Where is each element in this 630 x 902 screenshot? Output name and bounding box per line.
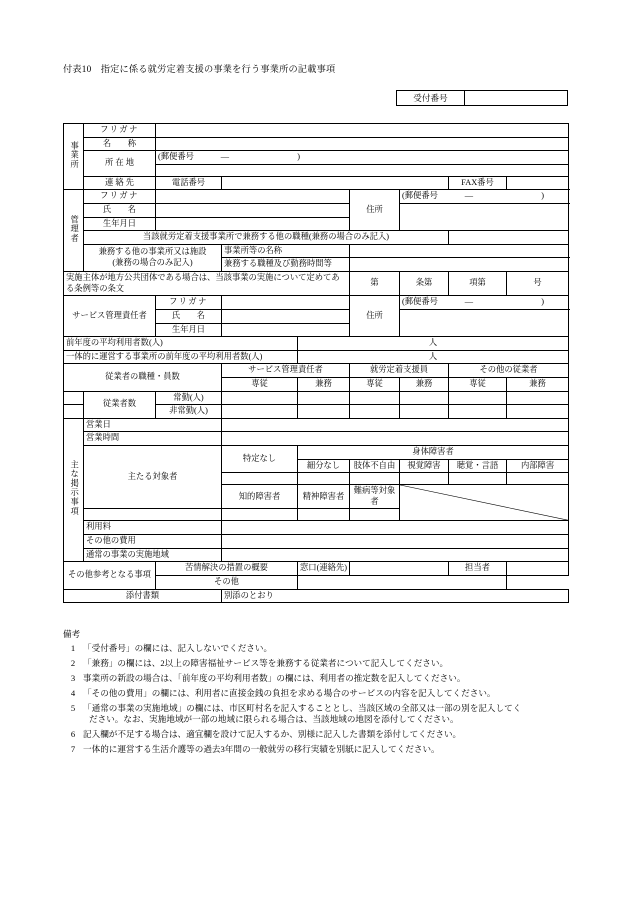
remark-text: 「通常の事業の実施地域」の欄には、市区町村名を記入することとし、当該区域の全部又は一部の別を記入してく ださい。なお、実施地域が一部の地域に限られる場合は、当該地域の地図を添付してください。 — [83, 703, 583, 726]
col-header-hearing-speech: 聴覚・言語 — [449, 459, 507, 473]
remark-item — [63, 729, 583, 741]
remark-number: 7 — [70, 743, 76, 754]
label-office-fax: FAX番号 — [449, 176, 507, 190]
remark-text: 事業所の新設の場合は、「前年度の平均利用者数」の欄には、利用者の推定数を記入してください。 — [83, 672, 466, 683]
col-header-mental-disability: 精神障害者 — [298, 485, 350, 509]
field-office-address[interactable] — [156, 164, 569, 176]
spacer-cell-staff — [64, 391, 84, 405]
remark-text: 記入欄が不足する場合は、適宜欄を設けて記入するか、別様に記入した書類を添付してください。 — [83, 729, 462, 740]
col-header-other-dedicated: 専従 — [449, 377, 507, 391]
field-support-dedicated-regular[interactable] — [350, 391, 400, 405]
row-label-main-display: 主な掲示事項 — [64, 418, 84, 561]
col-header-intellectual-disability: 知的障害者 — [222, 485, 298, 509]
field-other-concurrent-nonregular[interactable] — [507, 405, 569, 419]
table-row-business-hours — [64, 432, 569, 446]
label-manager-concurrent-job: 当該就労定着支援事業所で兼務する他の職種(兼務の場合のみ記入) — [84, 231, 449, 245]
zip-group — [402, 297, 560, 308]
field-other-dedicated-nonregular[interactable] — [449, 405, 507, 419]
zip-dash: — — [464, 191, 474, 201]
remark-item — [63, 658, 583, 670]
label-main-target: 主たる対象者 — [84, 446, 222, 509]
zip-open-label: (郵便番号 — [158, 152, 194, 162]
label-office-contact: 連 絡 先 — [84, 176, 156, 190]
zip-open-label: (郵便番号 — [402, 297, 438, 307]
spacer-target-left — [84, 509, 222, 521]
remark-item — [63, 744, 583, 756]
table-row-office-furigana — [64, 124, 569, 138]
label-staff-nonregular: 非常勤(人) — [156, 405, 222, 419]
clause-gou[interactable]: 号 — [507, 272, 569, 296]
col-header-other-concurrent: 兼務 — [507, 377, 569, 391]
label-other-reference: その他参考となる事項 — [64, 562, 156, 589]
field-other[interactable] — [298, 575, 507, 589]
field-svcmgr-name[interactable] — [222, 309, 350, 323]
table-row-manager-concurrent-job — [64, 231, 569, 245]
label-manager-residence: 住所 — [350, 190, 400, 231]
field-office-name[interactable] — [156, 137, 569, 151]
label-svcmgr-birthdate: 生年月日 — [156, 323, 222, 337]
field-svcmgr-zip[interactable] — [400, 296, 569, 310]
page-title: 付表10 指定に係る就労定着支援の事業を行う事業所の記載事項 — [63, 64, 336, 74]
label-integrated-prev-year-avg-users: 一体的に運営する事業所の前年度の平均利用者数(人) — [64, 350, 298, 364]
table-row-local-gov-clause — [64, 272, 569, 296]
label-prev-year-avg-users: 前年度の平均利用者数(人) — [64, 337, 298, 351]
table-row-office-contact — [64, 176, 569, 190]
field-target-no-specified[interactable] — [222, 473, 298, 485]
label-office-furigana: フリガナ — [84, 124, 156, 138]
remark-text: 「その他の費用」の欄には、利用者に直接金銭の負担を求める場合のサービスの内容を記入してください。 — [83, 687, 496, 698]
table-row-office-name — [64, 137, 569, 151]
field-other-costs[interactable] — [222, 535, 569, 549]
col-header-visual-disability: 視覚障害 — [400, 459, 449, 473]
zip-close-label: ) — [541, 191, 544, 201]
table-row-business-days — [64, 418, 569, 432]
label-other-office-name: 事業所等の名称 — [222, 244, 350, 258]
remark-item — [63, 673, 583, 685]
field-person-in-charge[interactable] — [507, 562, 569, 576]
label-other-office-facility: 兼務する他の事業所又は施設 (兼務の場合のみ記入) — [84, 244, 222, 271]
field-target-mental-disability[interactable] — [298, 509, 350, 521]
label-other-job-hours: 兼務する職種及び勤務時間等 — [222, 258, 350, 272]
label-svcmgr-furigana: フリガナ — [156, 296, 222, 310]
col-header-internal-disability: 内部障害 — [507, 459, 569, 473]
label-other: その他 — [156, 575, 298, 589]
table-row-attachments — [64, 589, 569, 603]
field-target-visual-disability[interactable] — [400, 473, 449, 485]
zip-close-label: ) — [541, 297, 544, 307]
table-row-other-costs — [64, 535, 569, 549]
table-row-staff-header — [64, 364, 569, 378]
label-local-gov-clause: 実施主体が地方公共団体である場合は、当該事業の実施について定めてある条例等の条文 — [64, 272, 350, 296]
label-manager-birthdate: 生年月日 — [84, 217, 156, 231]
label-manager-furigana: フリガナ — [84, 190, 156, 204]
clause-kou[interactable]: 項第 — [449, 272, 507, 296]
field-support-dedicated-nonregular[interactable] — [350, 405, 400, 419]
field-integrated-prev-year-avg-users[interactable]: 人 — [298, 350, 569, 364]
label-manager-name: 氏 名 — [84, 204, 156, 218]
field-normal-service-area[interactable] — [222, 548, 569, 562]
table-row-usage-fee — [64, 521, 569, 535]
label-business-days: 営業日 — [84, 418, 222, 432]
col-header-no-specified: 特定なし — [222, 446, 298, 473]
zip-dash: — — [464, 297, 474, 307]
receipt-number-label: 受付番号 — [397, 91, 465, 105]
table-row-staff-regular — [64, 391, 569, 405]
label-staff-type-count: 従業者の職種・員数 — [64, 364, 222, 391]
table-row-integrated-prev-year-avg — [64, 350, 569, 364]
field-svcmgr-dedicated-nonregular[interactable] — [222, 405, 298, 419]
main-form-table — [63, 123, 568, 603]
label-other-costs: その他の費用 — [84, 535, 222, 549]
label-service-manager: サービス管理責任者 — [64, 296, 156, 337]
label-office-name: 名 称 — [84, 137, 156, 151]
zip-dash: — — [220, 152, 230, 162]
remark-number: 1 — [70, 643, 76, 653]
col-header-svcmgr-dedicated: 専従 — [222, 377, 298, 391]
field-manager-address[interactable] — [400, 204, 569, 231]
field-business-days[interactable] — [222, 418, 569, 432]
zip-group — [402, 191, 560, 202]
field-manager-concurrent-job[interactable] — [449, 231, 569, 245]
field-target-intellectual-disability[interactable] — [222, 509, 298, 521]
row-label-manager: 管理者 — [64, 190, 84, 272]
table-row-office-address-zip — [64, 151, 569, 165]
remarks-section — [63, 628, 583, 759]
clause-dai[interactable]: 第 — [350, 272, 400, 296]
field-target-limb-disability[interactable] — [350, 473, 400, 485]
field-svcmgr-birthdate[interactable] — [222, 323, 350, 337]
field-svcmgr-concurrent-nonregular[interactable] — [298, 405, 350, 419]
field-manager-name[interactable] — [156, 204, 350, 218]
table-row-svcmgr-furigana — [64, 296, 569, 310]
field-manager-zip[interactable] — [400, 190, 569, 204]
table-row-normal-service-area — [64, 548, 569, 562]
remark-text: 「受付番号」の欄には、記入しないでください。 — [83, 643, 273, 653]
field-manager-birthdate[interactable] — [156, 217, 350, 231]
col-header-service-manager: サービス管理責任者 — [222, 364, 350, 378]
clause-jou[interactable]: 条第 — [400, 272, 449, 296]
field-manager-furigana[interactable] — [156, 190, 350, 204]
col-header-other-staff: その他の従業者 — [449, 364, 569, 378]
col-header-svcmgr-concurrent: 兼務 — [298, 377, 350, 391]
label-office-address: 所 在 地 — [84, 151, 156, 177]
field-office-phone[interactable] — [222, 176, 449, 190]
field-svcmgr-furigana[interactable] — [222, 296, 350, 310]
label-normal-service-area: 通常の事業の実施地域 — [84, 548, 222, 562]
field-office-zip[interactable] — [156, 151, 569, 165]
row-label-office: 事業所 — [64, 124, 84, 190]
field-other-office-name[interactable] — [350, 244, 569, 258]
table-row-other-office-name — [64, 244, 569, 258]
col-header-physical-disability: 身体障害者 — [298, 446, 569, 460]
field-office-fax[interactable] — [507, 176, 569, 190]
col-header-support-concurrent: 兼務 — [400, 377, 449, 391]
table-row-target-header — [64, 446, 569, 460]
field-target-hearing-speech[interactable] — [449, 473, 507, 485]
remark-text-continuation: ださい。なお、実施地域が一部の地域に限られる場合は、当該地域の地図を添付してください。 — [89, 714, 459, 725]
remark-number: 2 — [70, 657, 76, 668]
col-header-employment-support-staff: 就労定着支援員 — [350, 364, 449, 378]
receipt-number-box — [396, 90, 568, 106]
field-svcmgr-address[interactable] — [400, 309, 569, 336]
col-header-limb-disability: 肢体不自由 — [350, 459, 400, 473]
field-prev-year-avg-users[interactable]: 人 — [298, 337, 569, 351]
field-target-intractable-disease[interactable] — [350, 509, 400, 521]
label-svcmgr-name: 氏 名 — [156, 309, 222, 323]
table-row-prev-year-avg — [64, 337, 569, 351]
label-svcmgr-residence: 住所 — [350, 296, 400, 337]
field-target-no-subdivision[interactable] — [298, 473, 350, 485]
zip-close-label: ) — [297, 152, 300, 162]
label-staff-regular: 常勤(人) — [156, 391, 222, 405]
col-header-support-dedicated: 専従 — [350, 377, 400, 391]
label-business-hours: 営業時間 — [84, 432, 222, 446]
spacer-cell-staff-2 — [64, 405, 84, 419]
field-office-furigana[interactable] — [156, 124, 569, 138]
field-window-contact[interactable] — [350, 562, 449, 576]
field-support-concurrent-nonregular[interactable] — [400, 405, 449, 419]
remark-number: 5 — [70, 702, 76, 713]
label-office-phone: 電話番号 — [156, 176, 222, 190]
col-header-intractable-disease: 難病等対象者 — [350, 485, 400, 509]
table-row-manager-furigana — [64, 190, 569, 204]
remark-item — [63, 688, 583, 700]
label-attachments: 添付書類 — [64, 589, 222, 603]
remark-item — [63, 703, 583, 726]
label-complaint-measures: 苦情解決の措置の概要 — [156, 562, 298, 576]
field-attachments[interactable]: 別添のとおり — [222, 589, 569, 603]
zip-group — [158, 152, 316, 163]
remark-text: 一体的に運営する生活介護等の過去3年間の一般就労の移行実績を別紙に記入してください。 — [83, 743, 440, 754]
label-usage-fee: 利用料 — [84, 521, 222, 535]
label-staff-number: 従業者数 — [84, 391, 156, 418]
remarks-heading: 備考 — [63, 629, 81, 639]
field-svcmgr-concurrent-regular[interactable] — [298, 391, 350, 405]
field-support-concurrent-regular[interactable] — [400, 391, 449, 405]
remark-number: 6 — [70, 729, 76, 740]
remark-number: 3 — [70, 672, 76, 683]
table-row-complaint — [64, 562, 569, 576]
field-other-dedicated-regular[interactable] — [449, 391, 507, 405]
label-window-contact: 窓口(連絡先) — [298, 562, 350, 576]
remark-number: 4 — [70, 687, 76, 698]
zip-open-label: (郵便番号 — [402, 191, 438, 201]
field-business-hours[interactable] — [222, 432, 569, 446]
receipt-number-value[interactable] — [465, 91, 567, 105]
empty-diagonal-cell — [400, 485, 569, 521]
col-header-no-subdivision: 細分なし — [298, 459, 350, 473]
field-usage-fee[interactable] — [222, 521, 569, 535]
remarks-list — [63, 643, 583, 756]
field-svcmgr-dedicated-regular[interactable] — [222, 391, 298, 405]
field-target-internal-disability[interactable] — [507, 473, 569, 485]
field-other-job-hours[interactable] — [350, 258, 569, 272]
field-other-concurrent-regular[interactable] — [507, 391, 569, 405]
table-row-manager-name — [64, 204, 569, 218]
remark-text: 「兼務」の欄には、2以上の障害福祉サービス等を兼務する従業者について記入してください。 — [83, 657, 449, 668]
label-person-in-charge: 担当者 — [449, 562, 507, 576]
remark-item — [63, 643, 583, 655]
